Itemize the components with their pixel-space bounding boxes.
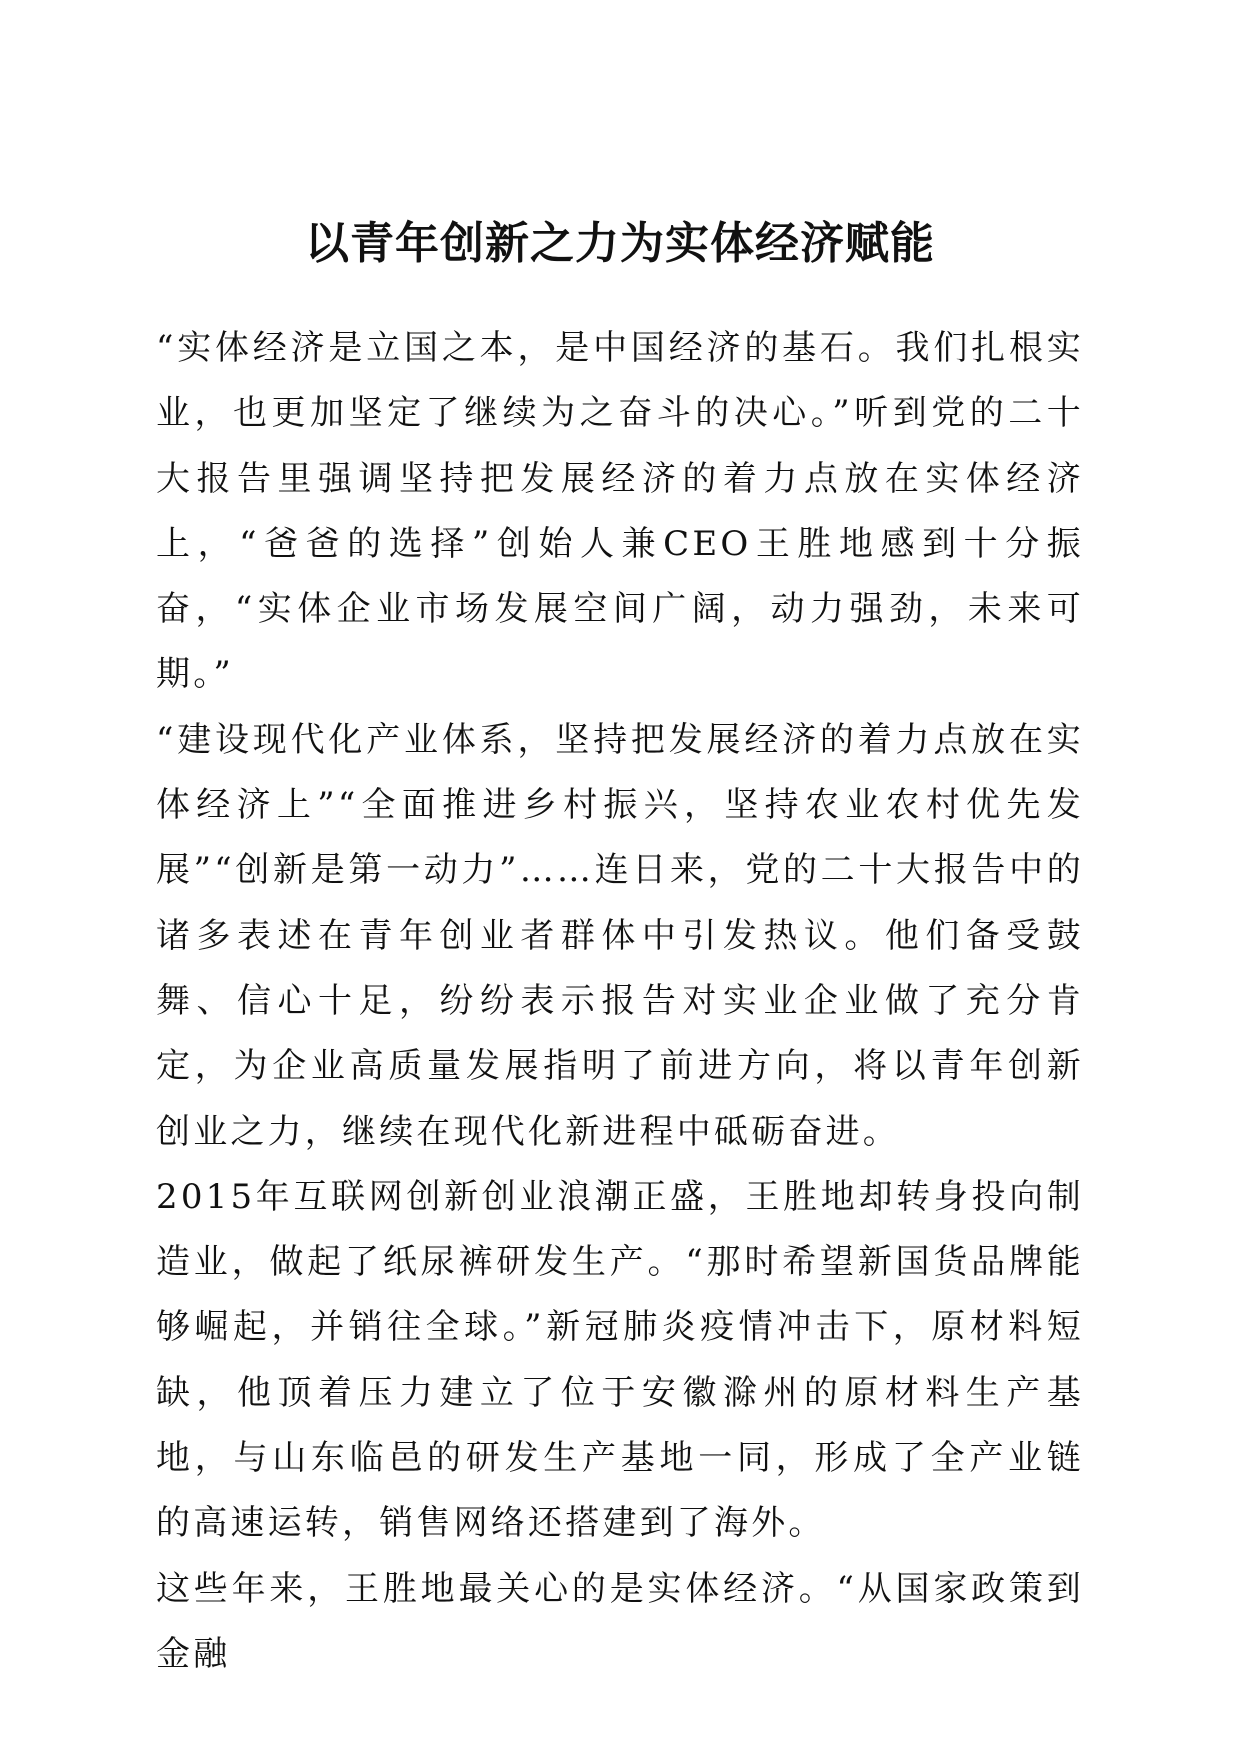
document-title: 以青年创新之力为实体经济赋能 bbox=[305, 218, 935, 269]
paragraph-4: 这些年来，王胜地最关心的是实体经济。“从国家政策到金融 bbox=[156, 1568, 1084, 1674]
paragraph-2: “建设现代化产业体系，坚持把发展经济的着力点放在实体经济上”“全面推进乡村振兴，坚持农业农村优先发展”“创新是第一动力”……连日来，党的二十大报告中的诸多表述在青年创业者群体中引发热议。他们备受鼓舞、信心十足，纷纷表示报告对实业企业做了充分肯定，为企业高质量发展指明了前进方向，将以青年创新创业之力，继续在现代化新进程中砥砺奋进。 bbox=[156, 719, 1084, 1152]
paragraph-3: 2015年互联网创新创业浪潮正盛，王胜地却转身投向制造业，做起了纸尿裤研发生产。“那时希望新国货品牌能够崛起，并销往全球。”新冠肺炎疫情冲击下，原材料短缺，他顶着压力建立了位于安徽滁州的原材料生产基地，与山东临邑的研发生产基地一同，形成了全产业链的高速运转，销售网络还搭建到了海外。 bbox=[156, 1176, 1084, 1544]
document-body bbox=[156, 316, 1084, 1687]
paragraph-1: “实体经济是立国之本，是中国经济的基石。我们扎根实业，也更加坚定了继续为之奋斗的决心。”听到党的二十大报告里强调坚持把发展经济的着力点放在实体经济上，“爸爸的选择”创始人兼CEO王胜地感到十分振奋，“实体企业市场发展空间广阔，动力强劲，未来可期。” bbox=[156, 328, 1084, 695]
